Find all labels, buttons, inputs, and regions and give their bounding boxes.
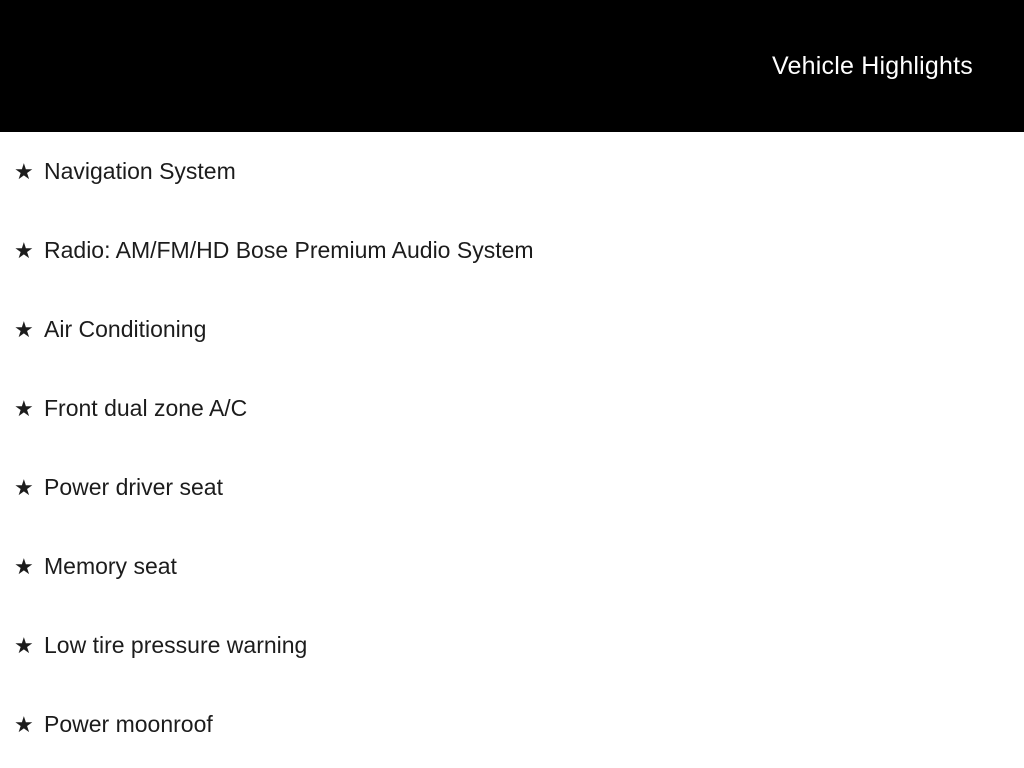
list-item-label: Low tire pressure warning bbox=[44, 632, 308, 658]
star-icon: ★ bbox=[14, 632, 34, 658]
vehicle-highlights-list bbox=[0, 132, 1024, 764]
list-item bbox=[14, 448, 1024, 527]
list-item bbox=[14, 132, 1024, 211]
list-item-label: Power moonroof bbox=[44, 711, 213, 737]
star-icon: ★ bbox=[14, 553, 34, 579]
header-bar bbox=[0, 0, 1024, 132]
star-icon: ★ bbox=[14, 711, 34, 737]
list-item bbox=[14, 685, 1024, 764]
page-title: Vehicle Highlights bbox=[772, 51, 973, 80]
star-icon: ★ bbox=[14, 237, 34, 263]
list-item-label: Memory seat bbox=[44, 553, 177, 579]
list-item bbox=[14, 606, 1024, 685]
list-item-label: Radio: AM/FM/HD Bose Premium Audio System bbox=[44, 237, 534, 263]
list-item-label: Power driver seat bbox=[44, 474, 223, 500]
list-item bbox=[14, 211, 1024, 290]
star-icon: ★ bbox=[14, 395, 34, 421]
list-item bbox=[14, 369, 1024, 448]
star-icon: ★ bbox=[14, 158, 34, 184]
list-item bbox=[14, 527, 1024, 606]
list-item-label: Front dual zone A/C bbox=[44, 395, 248, 421]
star-icon: ★ bbox=[14, 316, 34, 342]
star-icon: ★ bbox=[14, 474, 34, 500]
list-item-label: Navigation System bbox=[44, 158, 236, 184]
list-item bbox=[14, 290, 1024, 369]
list-item-label: Air Conditioning bbox=[44, 316, 207, 342]
